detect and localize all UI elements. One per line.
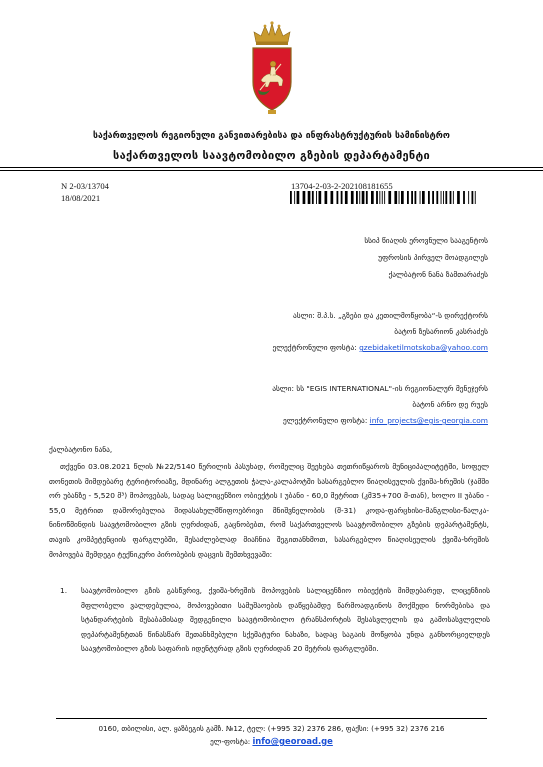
list-item-number: 1. xyxy=(60,586,68,595)
letter-paragraph xyxy=(49,460,489,562)
barcode-icon xyxy=(290,191,478,204)
addressee-line-1: სსიპ წიაღის ეროვნული სააგენტოს xyxy=(364,236,488,245)
header-divider xyxy=(0,167,543,168)
reference-number: N 2-03/13704 xyxy=(61,181,109,191)
department-name: საქართველოს საავტომობილო გზების დეპარტამენტი xyxy=(113,149,430,162)
list-item xyxy=(60,584,490,657)
copy1-email-row xyxy=(272,343,488,352)
copy2-email-link[interactable]: info_projects@egis-georgia.com xyxy=(369,416,488,425)
footer-email-link[interactable]: info@georoad.ge xyxy=(252,736,333,746)
georgia-coat-of-arms-icon xyxy=(246,20,298,116)
salutation: ქალბატონო ნანა, xyxy=(49,445,113,454)
footer-email-label: ელ-ფოსტა: xyxy=(210,737,253,746)
footer-address: 0160, თბილისი, ალ. ყაზბეგის გამზ. №12, ტელ: (+995 32) 2376 286, ფაქსი: (+995 32) 2376 216 xyxy=(98,724,445,733)
copy2-line-1: ასლი: სს "EGIS INTERNATIONAL"-ის რეგიონალურ მენეჯერს xyxy=(272,384,488,393)
letter-paragraph-text: თქვენი 03.08.2021 წლის №22/5140 წერილის პასუხად, რომელიც შეეხება თეთრიწყაროს მუნიციპალიტეტში, სოფელ თონეთის მიმდებარე ტერიტორიაზე, მდინარე ალგეთის ჭალა-კალაპოტში სასარგებლო წიაღისეულის ქვიშა-ხრეშის (ჯამში ორ უბანზე - 5,520 მ³) მოპოვებას, სადაც სალიცენზიო ობიექტის I უბანი - 60,0 მეტრით (კმ35+700 მ-თან), ხოლო II უბანი - 55,0 მეტრით დაშორებულია შიდასახელმწიფოებრივი მნიშვნელობის (შ-31) კოდა-ფარცხისი-მანგლისი-წალკა-ნინოწმინდის საავტომობილო გზის ღერძიდან, გაცნობებთ, რომ საქართველოს საავტომობილო გზების დეპარტამენტს, თავის კომპეტენციის ფარგლებში, შესაძლებლად მიაჩნია შეგითანხმოთ, სასარგებლო წიაღისეულის ქვიშა-ხრეშის მოპოვება შემდეგი ტექნიკური პირობების დაცვის შემთხვევაში: xyxy=(49,462,489,559)
addressee-line-3: ქალბატონ ნანა ზამთარაძეს xyxy=(388,270,488,279)
header-divider-2 xyxy=(0,170,543,171)
copy1-email-label: ელექტრონული ფოსტა: xyxy=(272,343,360,352)
copy2-line-2: ბატონ არნო დე რუეს xyxy=(412,400,488,409)
barcode-code: 13704-2-03-2-202108181655 xyxy=(291,181,393,191)
copy1-email-link[interactable]: gzebidaketilmotskoba@yahoo.com xyxy=(359,343,488,352)
crown-icon xyxy=(254,21,290,45)
copy1-line-2: ბატონ ზესარიონ კასრაძეს xyxy=(394,327,488,336)
ministry-name: საქართველოს რეგიონული განვითარებისა და ინფრასტრუქტურის სამინისტრო xyxy=(92,131,451,141)
copy2-email-label: ელექტრონული ფოსტა: xyxy=(283,416,370,425)
addressee-line-2: უფროსის პირველ მოადგილეს xyxy=(378,253,488,262)
copy2-email-row xyxy=(283,416,488,425)
footer-divider xyxy=(56,718,487,719)
list-item-text: საავტომობილო გზის გასწვრივ, ქვიშა-ხრეშის მოპოვების სალიცენზიო ობიექტის მიმდებარედ, ლიცენზიის მფლობელი ვალდებულია, მოპოვებითი სამუშაოების დაწყებამდე წარმოადგინოს მოქმედი ნორმებისა და სტანდარტების შესაბამისად შედგენილი საავტომობილო ტრანსპორტის შესასვლელის და გამოსასვლელის დეპარტამენტთან წინასწარ შეთანხმებული სქემატური ნახაზი, სადაც საგაის მოწყობა უნდა განხორციელდეს საავტომობილო გზის საფარის იდენტურად გზის ღერძიდან 20 მეტრის ფარგლებში. xyxy=(81,586,490,654)
footer-email-row xyxy=(0,736,543,746)
reference-date: 18/08/2021 xyxy=(61,193,101,203)
copy1-line-1: ასლი: შ.პ.ს. „გზები და კეთილმოწყობა“-ს დირექტორს xyxy=(293,311,488,320)
